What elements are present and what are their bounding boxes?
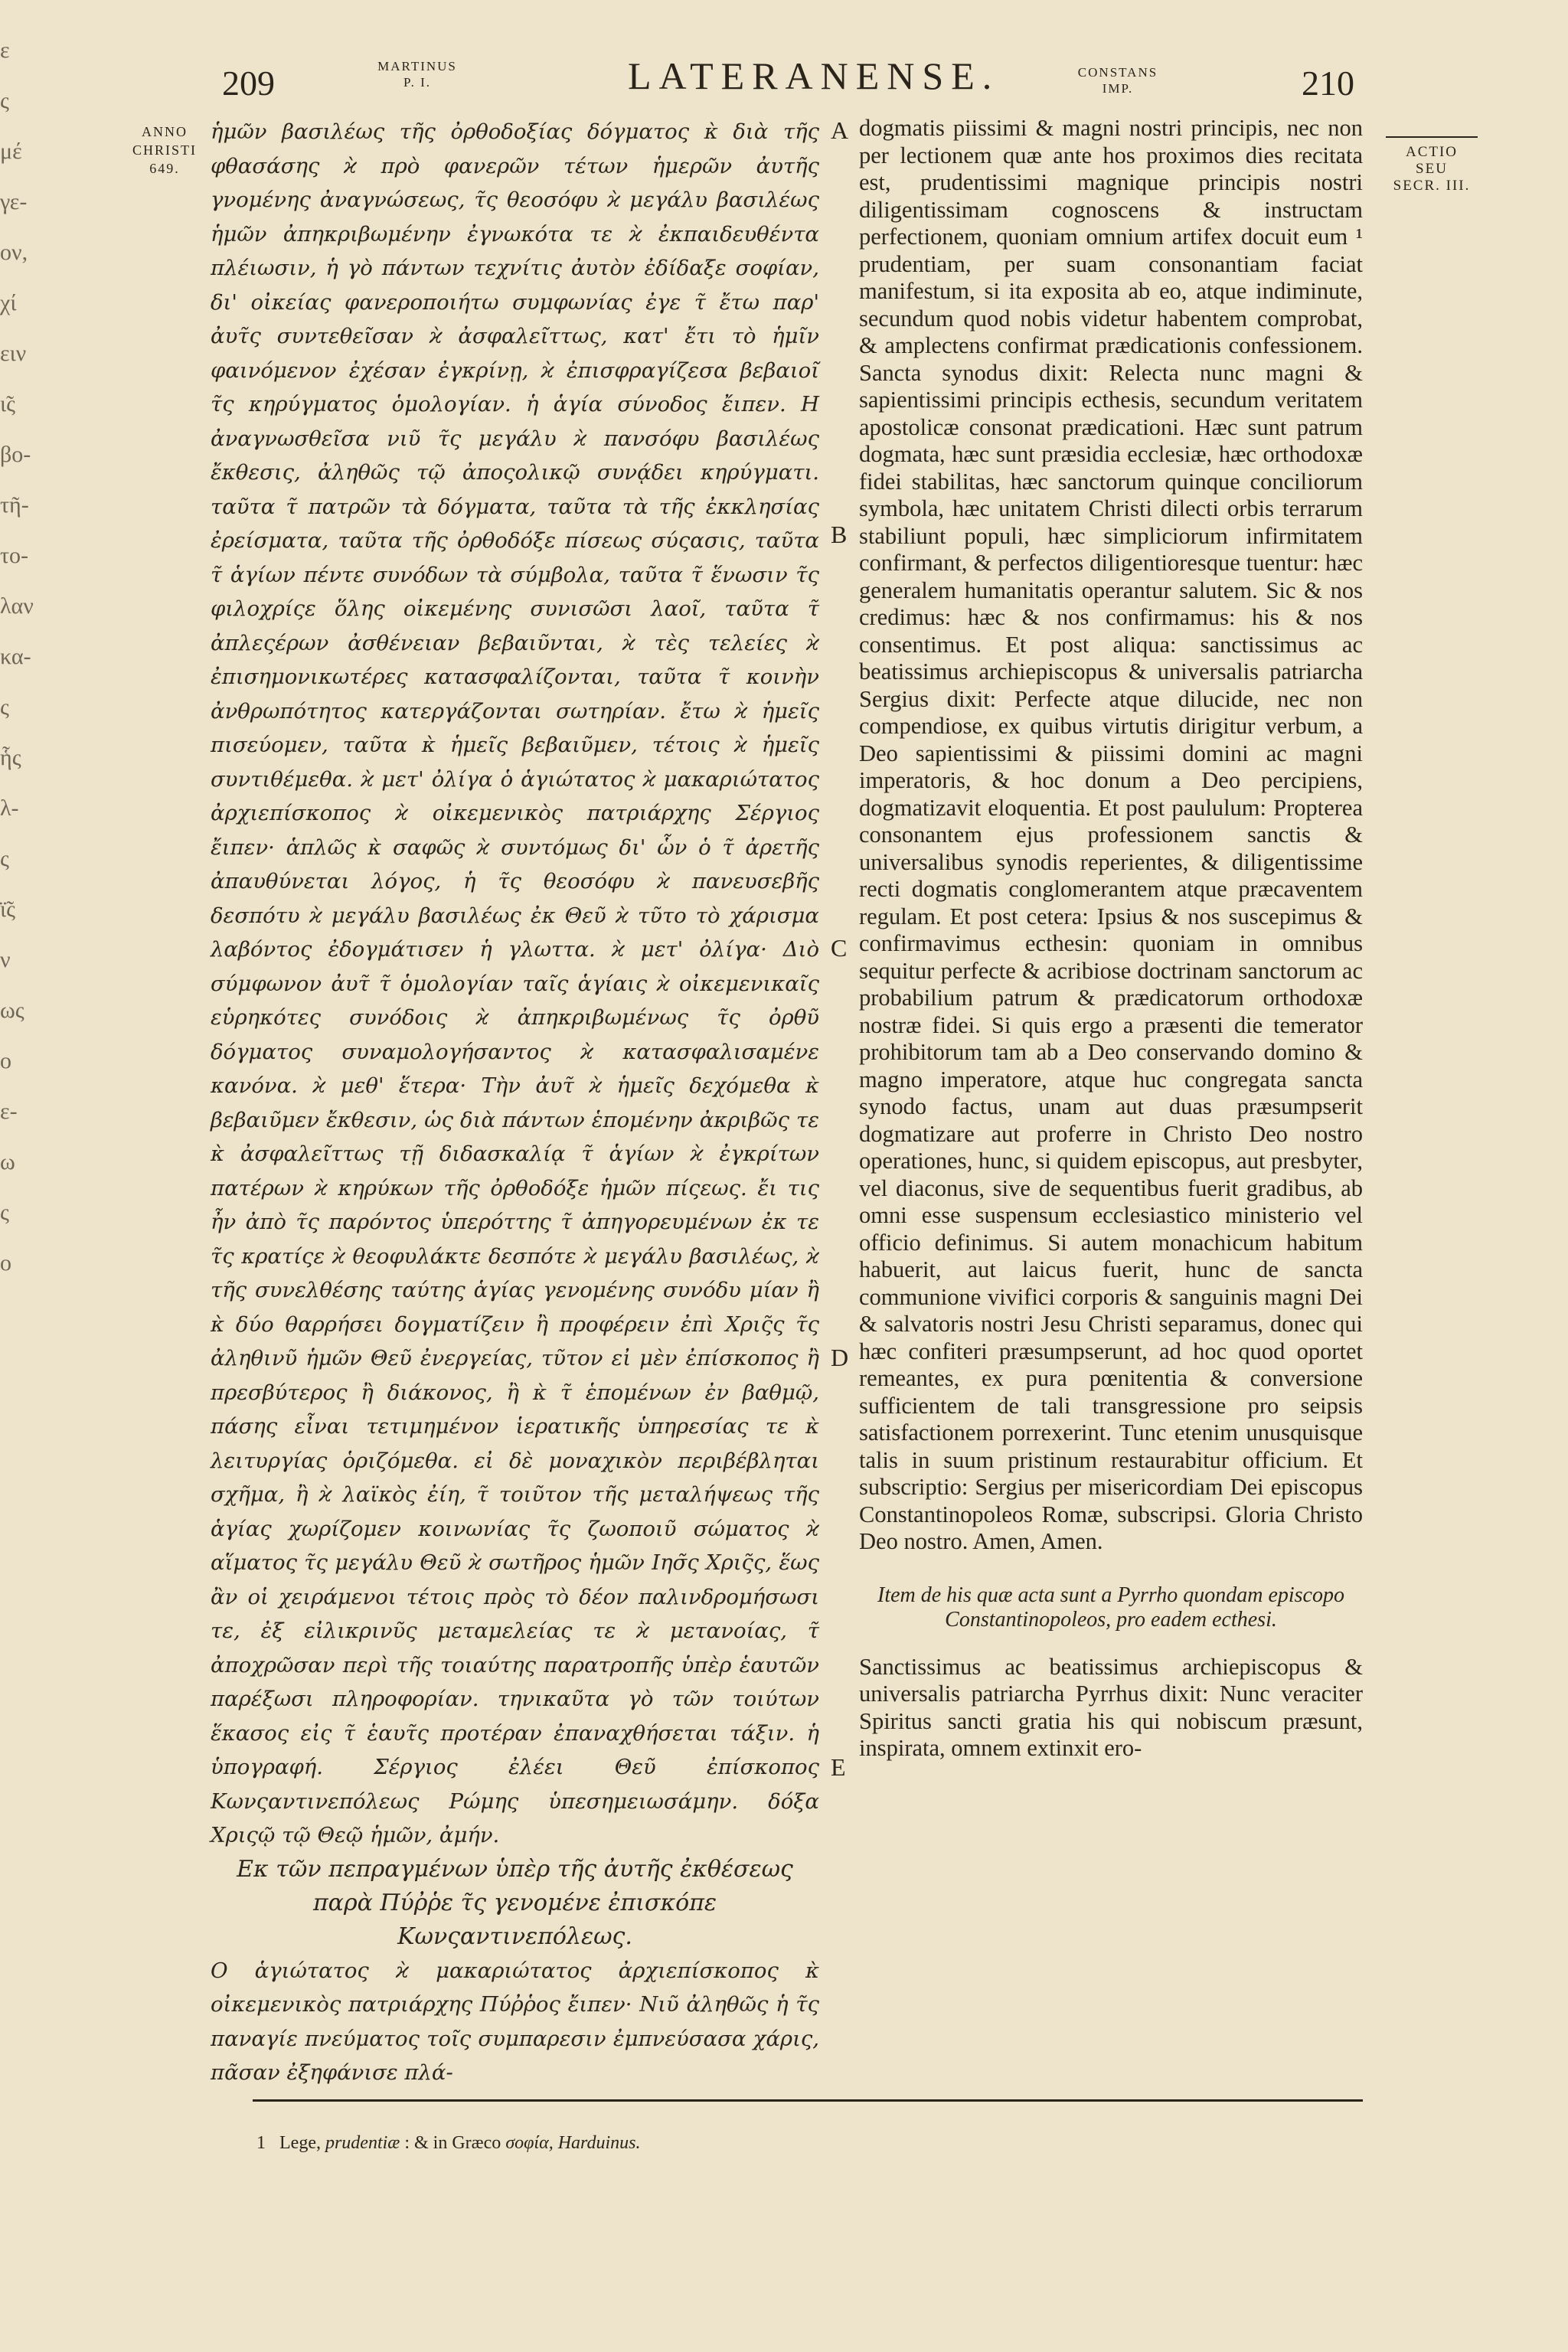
footnote-greek: σοφία,: [505, 2133, 554, 2153]
latin-column: [859, 115, 1363, 1762]
latin-main-text: dogmatis piissimi & magni nostri principis, nec non per lectionem quæ ante hos proximos dies recitata est, prudentissimi magnique principis nostri diligentissimam cognoscens & instructam perfectionem, quoniam omnium artifex docuit eum ¹ prudentiam, per suam consonantiam faciat manifestum, si ita exposita ab eo, atque indiminute, secundum quod nobis videtur habentem comprobat, & amplectens confirmat prædicationis confessionem. Sancta synodus dixit: Relecta nunc magni & sapientissimi principis ecthesis, secundum veritatem apostolicæ consonat prædicationi. Hæc sunt patrum dogmata, hæc sunt præsidia ecclesiæ, hæc orthodoxæ fidei stabilitas, hæc sanctorum quinque conciliorum symbola, hæc unitatem Christi dilecti orbis terrarum stabiliunt populi, hæc simpliciorum infirmitatem confirmant, & perfectos diligentioresque tuentur: hæc generalem humanitatis operantur salutem. Sic & nos credimus: hæc & nos confirmamus: his & nos consentimus. Et post aliqua: sanctissimus ac beatissimus archiepiscopus & universalis patriarcha Sergius dixit: Perfecte atque dilucide, nec non compendiose, ex quibus virtutis dirigitur verbum, a Deo sapientissimi & piissimi domini ac magni imperatoris, & hoc donum a Deo percipiens, dogmatizavit eloquentia. Et post paululum: Propterea consonantem ejus professionem sanctis & universalibus synodis reperientes, & diligentissime recti dogmatis conglomerantem atque præcaventem regulam. Et post cetera: Ipsius & nos suscepimus & confirmavimus ecthesin: quoniam in omnibus sequitur perfecte & acribiose doctrinam sanctorum ac probabilium patrum & prædicatorum orthodoxæ nostræ fidei. Si quis ergo a præsenti die temerator prohibitorum tam ab a Deo conservando domino & magno imperatore, atque huc congregata sancta synodo factus, unam aut duas præsumpserit dogmatizare aut proferre in Christo Deo nostro operationes, hunc, si quidem episcopus, aut presbyter, vel diaconus, sive de sequentibus fuerit gradibus, ab omni esse suspensum ecclesiastico ministerio vel officio definimus. Si autem monachicum habitum habuerit, aut laicus fuerit, hunc de sancta communione vivifici corporis & sanguinis magni Dei & salvatoris nostri Jesu Christi separamus, donec qui hæc confiteri præsumpserunt, ad hoc quod oportet remeantes, ex pura pœnitentia & conversione sufficientem de tali transgressione pro seipsis satisfactionem porrexerint. Tunc etenim unusquisque talis in suum pristinum restaurabitur officium. Et subscriptio: Sergius per misericordiam Dei episcopus Constantinopoleos Romæ, subscripsi. Gloria Christo Deo nostro. Amen, Amen.: [859, 115, 1363, 1554]
margin-line: SEU: [1416, 161, 1448, 177]
greek-continuation: Ο ἁγιώτατος ϰ̀ μακαριώτατος ἀρχιεπίσκοπος κ̀ οἰκεμενικὸς πατριάρχης Πύῤῥος ἔιπεν· Νιῦ ἀληθῶς ἡ τ̃ς παναγίε πνεύματος τοῖς συμπαρεσιν ἐμπνεύσασα χάρις, πᾶσαν ἐξηφάνισε πλά-: [211, 1958, 819, 2085]
margin-line: ACTIO: [1405, 144, 1459, 160]
greek-column: [211, 115, 819, 2090]
greek-subheading: Εκ τῶν πεπραγμένων ὑπὲρ τῆς ἀυτῆς ἐκθέσεως παρὰ Πύῤῥε τ̃ς γενομένε ἐπισκόπε Κωνςαντινεπόλεως.: [237, 1855, 793, 1950]
right-subhead-line: CONSTANS: [1077, 65, 1158, 80]
bleed-fragment: ο: [0, 1048, 11, 1073]
margin-line: CHRISTI: [132, 142, 197, 158]
bleed-fragment: ς: [0, 846, 9, 871]
footnote-rule: [253, 2099, 1363, 2102]
right-page-number: 210: [1302, 64, 1354, 103]
bleed-fragment: βο-: [0, 442, 31, 467]
right-subhead: [1072, 64, 1164, 96]
section-letter-b: B: [831, 521, 848, 548]
bleed-fragment: τῆ-: [0, 492, 29, 518]
bleed-fragment: ε-: [0, 1099, 18, 1124]
bleed-fragment: ς: [0, 88, 9, 113]
section-letter-d: D: [831, 1344, 849, 1371]
bleed-fragment: ς: [0, 1200, 9, 1225]
bleed-fragment: γε-: [0, 189, 28, 214]
left-subhead-line: MARTINUS: [377, 59, 457, 74]
section-letter-a: A: [831, 116, 849, 144]
margin-line: 649.: [149, 161, 180, 176]
latin-rubric: Item de his quæ acta sunt a Pyrrho quondam episcopo Constantinopoleos, pro eadem ecthesi.: [877, 1583, 1344, 1632]
right-subhead-line: IMP.: [1102, 81, 1134, 96]
bleed-fragment: κα-: [0, 644, 31, 669]
bleed-fragment: χί: [0, 290, 17, 315]
latin-continuation: Sanctissimus ac beatissimus archiepiscopus & universalis patriarcha Pyrrhus dixit: Nunc veraciter Spiritus sancti gratia his qui nobiscum præsunt, inspirata, omnem extinxit ero-: [859, 1653, 1363, 1761]
section-letter-c: C: [831, 934, 848, 962]
bleed-fragment: το-: [0, 543, 29, 568]
footnote-marker: 1: [256, 2133, 266, 2153]
margin-rule: [1386, 136, 1478, 138]
bleed-fragment: ε: [0, 38, 10, 63]
bleed-fragment: ειν: [0, 341, 27, 366]
bleed-fragment: λαν: [0, 593, 34, 619]
footnote-middle: : & in Græco: [404, 2133, 501, 2153]
greek-main-text: ἡμῶν βασιλέως τῆς ὀρθοδοξίας δόγματος κ̀ διὰ τῆς φθασάσης ϰ̀ πρὸ φανερῶν τέτων ἡμερῶν ἀυτῆς γνομένης ἀναγνώσεως, τ̃ς θεοσόφυ ϰ̀ μεγάλυ βασιλέως ἡμῶν ἀπηκριβωμένην ἐγνωκότα τε ϰ̀ ἐκπαιδευθέντα πλέιωσιν, ἡ γὸ πάντων τεχνίτις ἀυτὸν ἐδίδαξε σοφίαν, δι' οἰκείας φανεροποιήτω συμφωνίας ἐγε τ̃ ἔτω παρ' ἀυτ̃ς συντεθεῖσαν ϰ̀ ἀσφαλεῖττως, κατ' ἔτι τὸ ἡμῖν φαινόμενον ἐχέσαν ἐγκρίνῃ, ϰ̀ ἐπισφραγίζεσα βεβαιοῖ τ̃ς κηρύγματος ὁμολογίαν. ἡ ἁγία σύνοδος ἔιπεν. Η ἀναγνωσθεῖσα νιῦ τ̃ς μεγάλυ ϰ̀ πανσόφυ βασιλέως ἔκθεσις, ἀληθῶς τῷ ἀποςολικῷ συνᾴδει κηρύγματι. ταῦτα τ̃ πατρῶν τὰ δόγματα, ταῦτα τὰ τῆς ἐκκλησίας ἐρείσματα, ταῦτα τῆς ὀρθοδόξε πίσεως σύςασις, ταῦτα τ̃ ἁγίων πέντε συνόδων τὰ σύμβολα, ταῦτα τ̃ ἕνωσιν τ̃ς φιλοχρίςε ὅλης οἰκεμένης συνισῶσι λαοῖ, ταῦτα τ̃ ἀπλεςέρων ἀσθένειαν βεβαιῦνται, ϰ̀ τὲς τελείες ϰ̀ ἐπισημονικωτέρες κατασφαλίζονται, ταῦτα τ̃ κοινὴν ἀνθρωπότητος κατεργάζονται σωτηρίαν. ἔτω ϰ̀ ἡμεῖς πισεύομεν, ταῦτα κ̀ ἡμεῖς βεβαιῦμεν, τέτοις ϰ̀ ἡμεῖς συντιθέμεθα. ϰ̀ μετ' ὀλίγα ὁ ἁγιώτατος ϰ̀ μακαριώτατος ἀρχιεπίσκοπος ϰ̀ οἰκεμενικὸς πατριάρχης Σέργιος ἔιπεν· ἁπλῶς κ̀ σαφῶς ϰ̀ συντόμως δι' ὧν ὁ τ̃ ἀρετῆς ἀπαυθύνεται λόγος, ἡ τ̃ς θεοσόφυ ϰ̀ πανευσεβῆς δεσπότυ ϰ̀ μεγάλυ βασιλέως ἐκ Θεῦ ϰ̀ τῦτο τὸ χάρισμα λαβόντος ἐδογμάτισεν ἡ γλωττα. ϰ̀ μετ' ὀλίγα· Διὸ σύμφωνον ἀυτ̃ τ̃ ὁμολογίαν ταῖς ἁγίαις ϰ̀ οἰκεμενικαῖς εὑρηκότες συνόδοις ϰ̀ ἀπηκριβωμένως τ̃ς ὀρθῦ δόγματος συναμολογήσαντος ϰ̀ κατασφαλισαμένε κανόνα. ϰ̀ μεθ' ἕτερα· Τὴν ἀυτ̃ ϰ̀ ἡμεῖς δεχόμεθα κ̀ βεβαιῦμεν ἔκθεσιν, ὡς διὰ πάντων ἑπομένην ἀκριβῶς τε κ̀ ἀσφαλεῖττως τῇ διδασκαλίᾳ τ̃ ἁγίων ϰ̀ ἐγκρίτων πατέρων ϰ̀ κηρύκων τῆς ὀρθοδόξε ἡμῶν πίςεως. ἔι τις ἦν ἀπὸ τ̃ς παρόντος ὑπερόττης τ̃ ἀπηγορευμένων ἐκ τε τ̃ς κρατίςε ϰ̀ θεοφυλάκτε δεσπότε ϰ̀ μεγάλυ βασιλέως, ϰ̀ τῆς συνελθέσης ταύτης ἁγίας γενομένης συνόδυ μίαν ἢ κ̀ δύο θαρρήσει δογματίζειν ἢ προφέρειν ἐπὶ Χρις̃ς τ̃ς ἀληθινῦ ἡμῶν Θεῦ ἐνεργείας, τῦτον εἰ μὲν ἐπίσκοπος ἢ πρεσβύτερος ἢ διάκονος, ἢ κ̀ τ̃ ἑπομένων ἐν βαθμῷ, πάσης εἶναι τετιμημένον ἱερατικῆς ὑπηρεσίας τε κ̀ λειτυργίας ὁριζόμεθα. εἰ δὲ μοναχικὸν περιβέβληται σχῆμα, ἢ ϰ̀ λαϊκὸς ἐίη, τ̃ τοιῦτον τῆς μεταλήψεως τῆς ἁγίας χωρίζομεν κοινωνίας τ̃ς ζωοποιῦ σώματος ϰ̀ αἵματος τ̃ς μεγάλυ Θεῦ ϰ̀ σωτῆρος ἡμῶν Ιησ̃ς Χρις̃ς, ἕως ἂν οἱ χειράμενοι τέτοις πρὸς τὸ δέον παλινδρομήσωσι τε, ἐξ εἰλικρινῦς μεταμελείας τε ϰ̀ μετανοίας, τ̃ ἀποχρῶσαν περὶ τῆς τοιαύτης παρατροπῆς ὑπὲρ ἑαυτῶν παρέξωσι πληροφορίαν. τηνικαῦτα γὸ τῶν τοιύτων ἕκασος εἰς τ̃ ἑαυτ̃ς προτέραν ἐπαναχθήσεται τάξιν. ἡ ὑπογραφή. Σέργιος ἐλέει Θεῦ ἐπίσκοπος Κωνςαντινεπόλεως Ρώμης ὑπεσημειωσάμην. δόξα Χριςῷ τῷ Θεῷ ἡμῶν, ἀμήν.: [211, 119, 819, 1847]
right-margin-note: [1370, 136, 1493, 194]
bleed-fragment: ο: [0, 1250, 11, 1276]
bleed-fragment: ον,: [0, 240, 28, 265]
left-margin-note: [122, 122, 207, 178]
bleed-through-column: [0, 31, 46, 2098]
margin-line: SECR. III.: [1393, 178, 1471, 194]
bleed-fragment: ϊ̃ς: [0, 897, 15, 922]
footnote-prefix: Lege,: [279, 2133, 321, 2153]
bleed-fragment: λ-: [0, 795, 19, 821]
left-subhead-line: P. I.: [403, 75, 431, 90]
footnote-author: Harduinus.: [557, 2133, 641, 2153]
footnote: [256, 2133, 641, 2154]
bleed-fragment: ς: [0, 694, 9, 720]
bleed-fragment: ως: [0, 998, 24, 1023]
left-page-number: 209: [222, 64, 275, 103]
bleed-fragment: ν: [0, 947, 11, 972]
left-subhead: [375, 58, 459, 90]
bleed-fragment: μέ: [0, 139, 22, 164]
margin-line: ANNO: [142, 124, 188, 139]
bleed-fragment: ω: [0, 1149, 15, 1174]
footnote-word: prudentiæ: [325, 2133, 400, 2153]
bleed-fragment: ἧς: [0, 745, 21, 770]
section-letter-e: E: [831, 1753, 846, 1781]
running-title: LATERANENSE.: [628, 54, 1000, 97]
bleed-fragment: ι̃ς: [0, 391, 15, 416]
